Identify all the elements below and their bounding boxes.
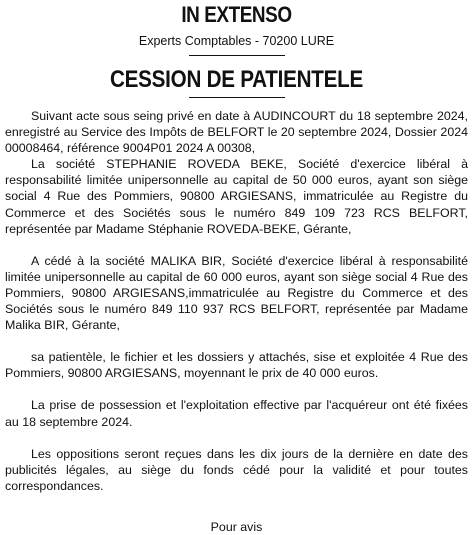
firm-name: IN EXTENSO [181, 2, 292, 27]
notice-title: CESSION DE PATIENTELE [109, 66, 364, 93]
paragraph-buyer: A cédé à la société MALIKA BIR, Société d'exercice libéral à responsabilité limitée unipersonnelle au capital de 60 000 euros, ayant son siège social 4 Rue des Pommiers, 90800 ARGIESANS,immatriculée au Registre du Commerce et des Sociétés sous le numéro 849 110 937 RCS BELFORT, représentée par Madame Malika BIR, Gérante, [5, 253, 468, 333]
paragraph-deed: Suivant acte sous seing privé en date à AUDINCOURT du 18 septembre 2024, enregistré au Service des Impôts de BELFORT le 20 septembre 2024, Dossier 2024 00008464, référence 9004P01 2024 A 00308, [5, 109, 468, 156]
paragraph-possession: La prise de possession et l'exploitation effective par l'acquéreur ont été fixées au 18 septembre 2024. [5, 398, 468, 429]
title-divider [189, 97, 285, 98]
header-divider [189, 55, 285, 56]
paragraph-spacer [5, 430, 468, 446]
notice-body [5, 108, 468, 494]
paragraph-oppositions: Les oppositions seront reçues dans les dix jours de la dernière en date des publicités légales, au siège du fonds cédé pour la validité et pour toutes correspondances. [5, 446, 468, 493]
paragraph-seller: La société STEPHANIE ROVEDA BEKE, Société d'exercice libéral à responsabilité limitée unipersonnelle au capital de 50 000 euros, ayant son siège social 4 Rue des Pommiers, 90800 ARGIESANS, immatriculée au Registre du Commerce et des Sociétés sous le numéro 849 109 723 RCS BELFORT, représentée par Madame Stéphanie ROVEDA-BEKE, Gérante, [5, 157, 468, 236]
paragraph-spacer [5, 237, 468, 253]
paragraph-spacer [5, 333, 468, 349]
closing-signature: Pour avis [210, 519, 263, 534]
firm-subtitle: Experts Comptables - 70200 LURE [138, 34, 335, 48]
paragraph-spacer [5, 381, 468, 397]
paragraph-object: sa patientèle, le fichier et les dossiers y attachés, sise et exploitée 4 Rue des Pommiers, 90800 ARGIESANS, moyennant le prix de 40 000 euros. [5, 350, 468, 381]
